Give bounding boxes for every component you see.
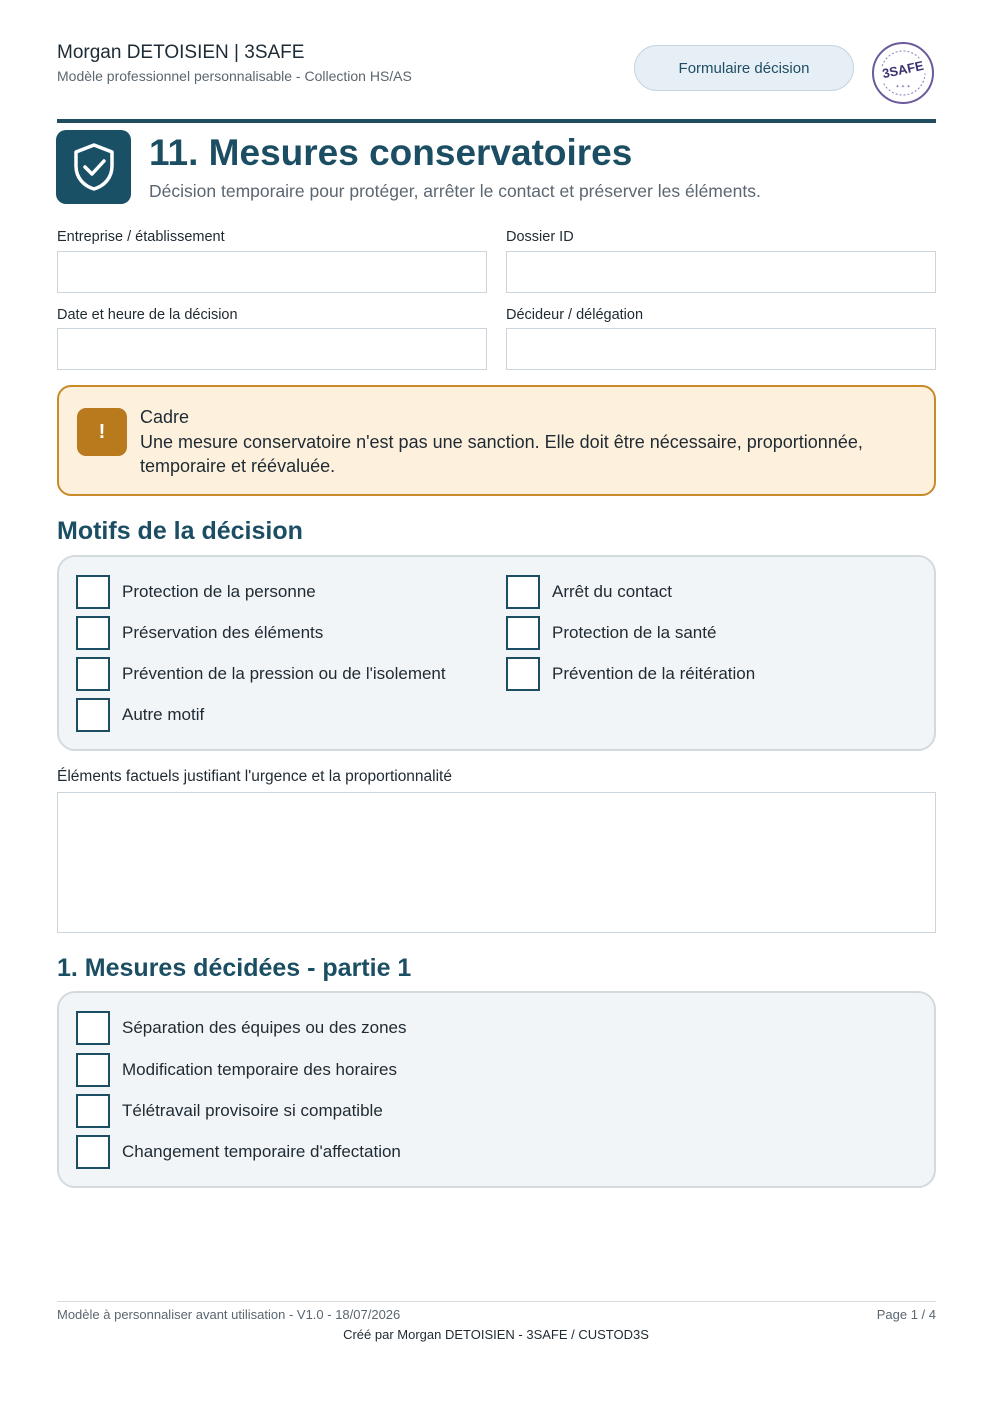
checkbox-label: Autre motif (122, 705, 205, 724)
checkbox-item[interactable] (76, 1053, 397, 1087)
checkbox-item[interactable] (506, 657, 755, 691)
checkbox[interactable] (506, 657, 540, 691)
motifs-section-title: Motifs de la décision (57, 517, 303, 545)
seal-stamp-icon (870, 40, 936, 106)
company-label: Entreprise / établissement (57, 229, 225, 245)
decision-datetime-field[interactable] (57, 328, 487, 370)
checkbox-label: Prévention de la pression ou de l'isolement (122, 664, 446, 683)
checkbox-label: Séparation des équipes ou des zones (122, 1018, 407, 1037)
decider-field[interactable] (506, 328, 936, 370)
checkbox-item[interactable] (76, 1094, 383, 1128)
checkbox-item[interactable] (76, 1135, 401, 1169)
framework-callout (57, 385, 936, 496)
dossier-id-label: Dossier ID (506, 229, 574, 245)
checkbox-label: Changement temporaire d'affectation (122, 1142, 401, 1161)
checkbox-item[interactable] (76, 698, 204, 732)
checkbox-label: Préservation des éléments (122, 623, 324, 642)
callout-title: Cadre (140, 407, 190, 427)
svg-text:✦ ✦ ✦: ✦ ✦ ✦ (895, 84, 911, 90)
checkbox[interactable] (506, 575, 540, 609)
footer-page-number: Page 1 / 4 (876, 1307, 936, 1322)
checkbox-item[interactable] (506, 616, 716, 650)
motifs-panel (57, 555, 936, 751)
shield-check-icon (56, 130, 131, 204)
checkbox-item[interactable] (76, 616, 323, 650)
footer-version: Modèle à personnaliser avant utilisation - V1.0 - 18/07/2026 (57, 1307, 401, 1322)
header-title: Morgan DETOISIEN | 3SAFE (57, 42, 305, 63)
checkbox-item[interactable] (76, 1011, 406, 1045)
checkbox-label: Protection de la personne (122, 582, 316, 601)
checkbox[interactable] (76, 1053, 110, 1087)
decision-datetime-label: Date et heure de la décision (57, 307, 238, 323)
header-rule (57, 119, 936, 123)
facts-label: Éléments factuels justifiant l'urgence et la proportionnalité (57, 768, 452, 785)
footer-credit: Créé par Morgan DETOISIEN - 3SAFE / CUSTOD3S (343, 1327, 649, 1342)
checkbox-label: Protection de la santé (552, 623, 717, 642)
checkbox-label: Prévention de la réitération (552, 664, 756, 683)
facts-textarea[interactable] (57, 792, 936, 933)
checkbox[interactable] (506, 616, 540, 650)
form-type-badge[interactable]: Formulaire décision (634, 45, 854, 91)
checkbox-label: Arrêt du contact (552, 582, 673, 601)
dossier-id-field[interactable] (506, 251, 936, 293)
checkbox[interactable] (76, 1094, 110, 1128)
checkbox[interactable] (76, 616, 110, 650)
page-title: 11. Mesures conservatoires (149, 132, 633, 173)
logo-text: 3SAFE (880, 57, 925, 82)
mesures-section-title: 1. Mesures décidées - partie 1 (57, 954, 412, 982)
page-header (57, 42, 936, 102)
checkbox[interactable] (76, 1011, 110, 1045)
checkbox[interactable] (76, 1135, 110, 1169)
checkbox[interactable] (76, 657, 110, 691)
checkbox-item[interactable] (506, 575, 672, 609)
mesures-panel (57, 991, 936, 1188)
checkbox[interactable] (76, 698, 110, 732)
checkbox-label: Télétravail provisoire si compatible (122, 1101, 383, 1120)
company-field[interactable] (57, 251, 487, 293)
footer-rule (57, 1301, 936, 1302)
decider-label: Décideur / délégation (506, 307, 644, 323)
checkbox-label: Modification temporaire des horaires (122, 1060, 397, 1079)
page-subtitle: Décision temporaire pour protéger, arrêter le contact et préserver les éléments. (149, 181, 761, 201)
checkbox[interactable] (76, 575, 110, 609)
callout-text: Une mesure conservatoire n'est pas une sanction. Elle doit être nécessaire, proportionnée, temporaire et réévaluée. (140, 432, 863, 476)
warning-icon: ! (77, 408, 127, 456)
header-subtitle: Modèle professionnel personnalisable - Collection HS/AS (57, 68, 412, 84)
checkbox-item[interactable] (76, 575, 316, 609)
checkbox-item[interactable] (76, 657, 446, 691)
